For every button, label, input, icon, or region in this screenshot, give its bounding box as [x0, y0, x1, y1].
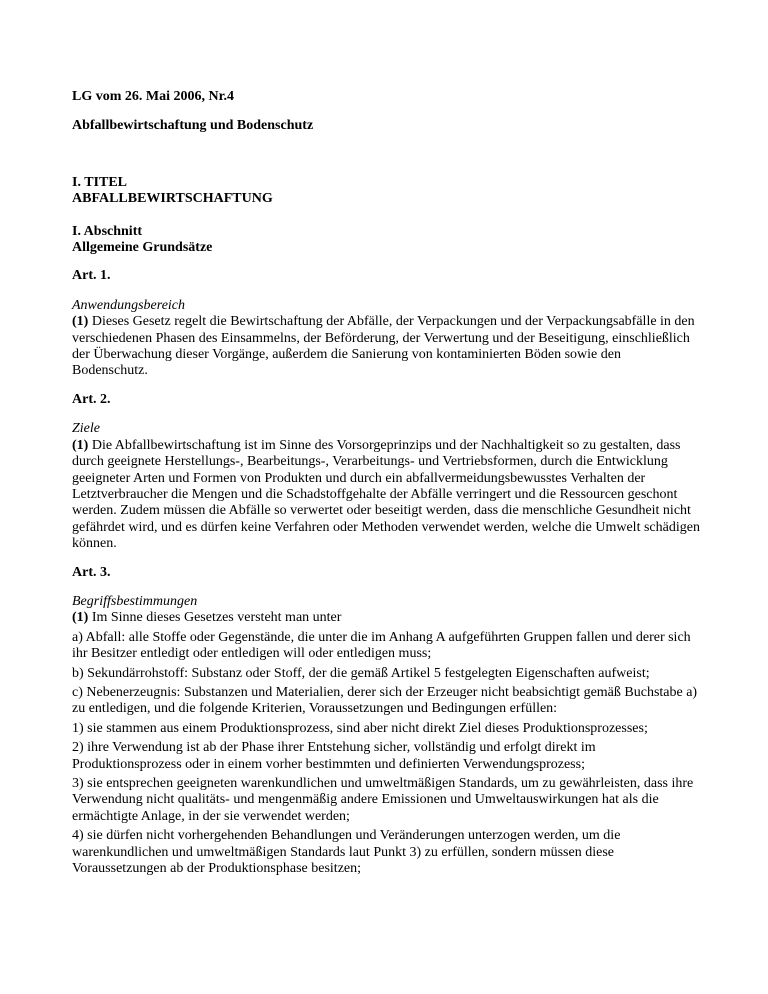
paragraph-marker: (1) [72, 610, 89, 626]
paragraph-text: 1) sie stammen aus einem Produktionsprozess, sind aber nicht direkt Ziel dieses Produktionsprozesses; [72, 720, 648, 736]
title-block [72, 175, 700, 208]
paragraph-marker: (1) [72, 314, 89, 330]
paragraph-item-b [72, 666, 700, 682]
paragraph-text: 2) ihre Verwendung ist ab der Phase ihrer Entstehung sicher, vollständig und erfolgt direkt im Produktionsprozess oder in einem vorher bestimmten und definierten Verwendungsprozess; [72, 740, 596, 772]
paragraph-text: 4) sie dürfen nicht vorhergehenden Behandlungen und Veränderungen unterzogen werden, um die warenkundlichen und umweltmäßigen Standards laut Punkt 3) zu erfüllen, sondern müssen diese Voraussetzungen ab der Produktionsphase besitzen; [72, 828, 621, 877]
paragraph-text: Im Sinne dieses Gesetzes versteht man unter [91, 610, 342, 626]
section-block [72, 224, 700, 257]
article-number: Art. 1. [72, 268, 111, 284]
paragraph-item-a [72, 630, 700, 663]
paragraph-text: c) Nebenerzeugnis: Substanzen und Materialien, derer sich der Erzeuger nicht beabsichtigt gemäß Buchstabe a) zu entledigen, und die folgende Kriterien, Voraussetzungen und Bedingungen erfüllen: [72, 684, 698, 717]
article-subtitle: Anwendungsbereich [72, 297, 186, 313]
document-headline: LG vom 26. Mai 2006, Nr.4 [72, 89, 235, 104]
article-number: Art. 3. [72, 564, 111, 580]
paragraph [72, 438, 700, 553]
article-2 [72, 392, 700, 553]
paragraph-item-2 [72, 740, 700, 773]
title-label: I. TITEL [72, 174, 127, 190]
paragraph-item-3 [72, 776, 700, 825]
paragraph-text: Dieses Gesetz regelt die Bewirtschaftung der Abfälle, der Verpackungen und der Verpackungsabfälle in den verschiedenen Phasen des Einsammelns, der Beförderung, der Verwertung und der Beseitigung, einschließlich der Überwachung dieser Vorgänge, außerdem die Sanierung von kontaminierten Böden sowie den Bodenschutz. [72, 314, 695, 379]
article-1 [72, 268, 700, 379]
paragraph [72, 610, 700, 626]
paragraph-text: 3) sie entsprechen geeigneten warenkundlichen und umweltmäßigen Standards, um zu gewährleisten, dass ihre Verwendung nicht qualitäts- und mengenmäßig andere Emissionen und Umweltauswirkungen hat als die ermächtigte Anlage, in der sie verwendet werden; [72, 776, 694, 824]
section-name: Allgemeine Grundsätze [72, 240, 213, 256]
paragraph-marker: (1) [72, 437, 89, 453]
paragraph-item-c [72, 685, 700, 718]
article-subtitle: Ziele [72, 421, 100, 437]
paragraph-text: a) Abfall: alle Stoffe oder Gegenstände, die unter die im Anhang A aufgeführten Gruppen fallen und derer sich ihr Besitzer entledigt oder entledigen will oder entledigen muss; [72, 629, 691, 662]
paragraph-item-4 [72, 828, 700, 877]
paragraph-text: b) Sekundärrohstoff: Substanz oder Stoff, der die gemäß Artikel 5 festgelegten Eigenschaften aufweist; [72, 665, 650, 681]
section-label: I. Abschnitt [72, 223, 143, 239]
title-name: ABFALLBEWIRTSCHAFTUNG [72, 191, 273, 207]
article-number: Art. 2. [72, 391, 111, 407]
paragraph [72, 314, 700, 380]
paragraph-text: Die Abfallbewirtschaftung ist im Sinne des Vorsorgeprinzips und der Nachhaltigkeit so zu gestalten, dass durch geeignete Herstellungs-, Bearbeitungs-, Verarbeitungs- und Vertriebsformen, durch die Entwicklung geeigneter Arten und Formen von Produkten und durch ein abfallvermeidungsbewusstes Verhalten der Letztverbraucher die Mengen und die Schadstoffgehalte der Abfälle verringert und die Ressourcen geschont werden. Zudem müssen die Abfälle so verwertet oder beseitigt werden, dass die menschliche Gesundheit nicht gefährdet wird, und es dürfen keine Verfahren oder Methoden verwendet werden, welche die Umwelt schädigen können. [72, 437, 700, 552]
paragraph-item-1 [72, 721, 700, 737]
article-subtitle: Begriffsbestimmungen [72, 593, 198, 609]
article-3 [72, 565, 700, 878]
document-subject: Abfallbewirtschaftung und Bodenschutz [72, 118, 314, 134]
